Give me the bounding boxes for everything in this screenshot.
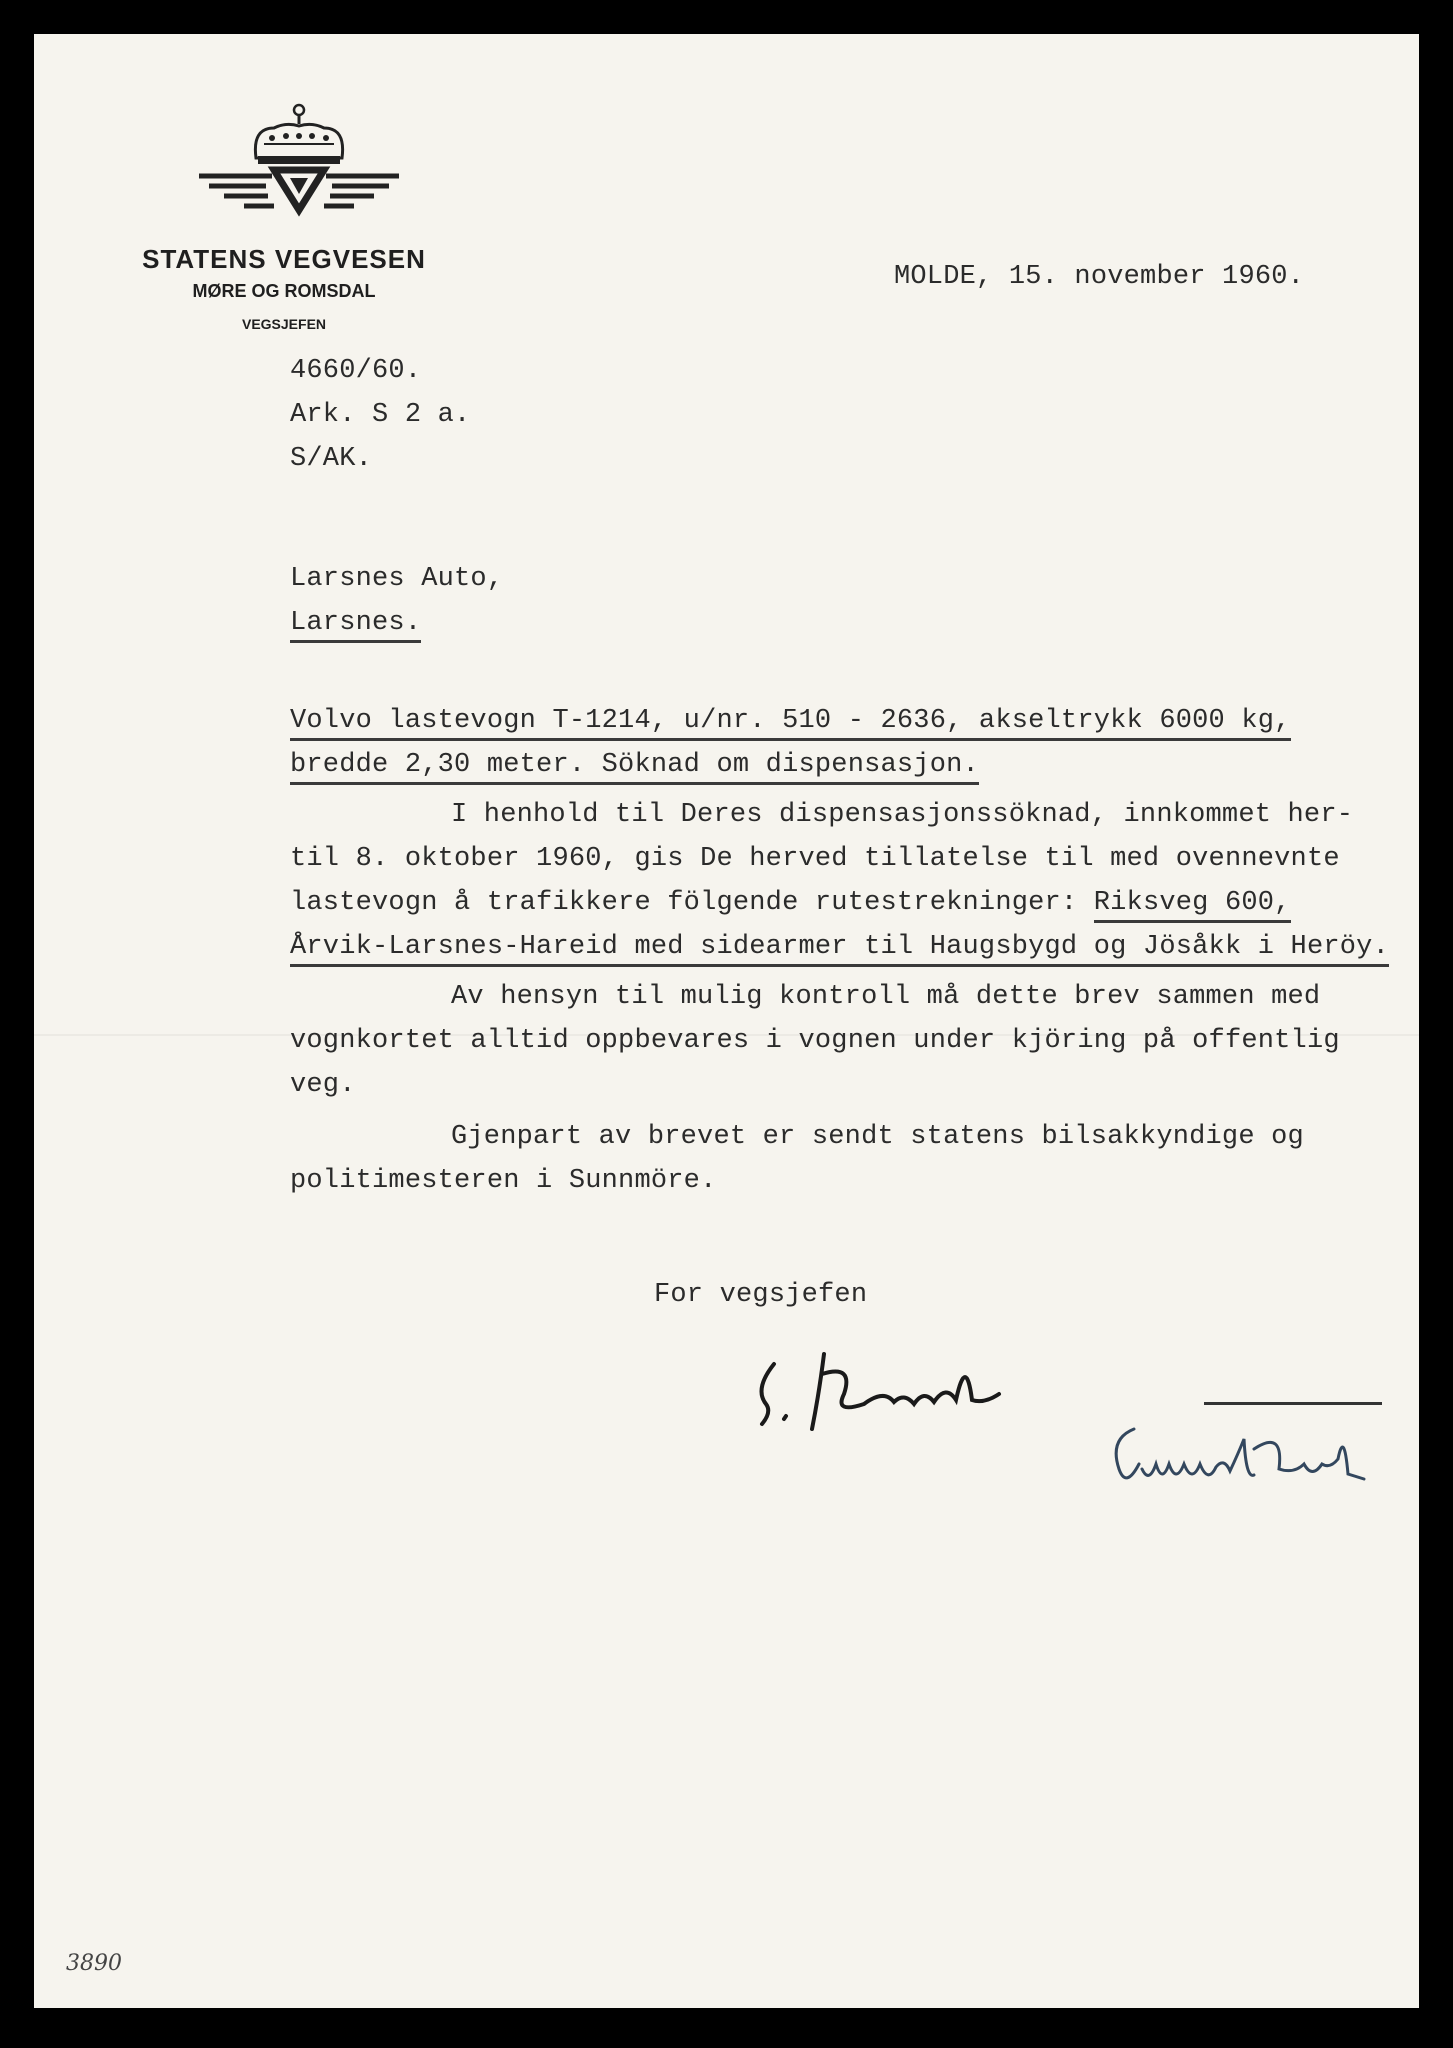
para1-line3-plain: lastevogn å trafikkere fölgende rutestrekninger: [290, 888, 1094, 918]
subject-line-2 [290, 750, 979, 780]
para2-line2: vognkortet alltid oppbevares i vognen under kjöring på offentlig [290, 1026, 1340, 1056]
recipient-name: Larsnes Auto, [290, 564, 504, 594]
archive-code: Ark. S 2 a. [290, 400, 471, 430]
para1-line1: I henhold til Deres dispensasjonssöknad, innkommet her- [451, 800, 1354, 830]
signature-line [1204, 1402, 1382, 1405]
archive-note: 3890 [66, 1951, 122, 1976]
crown-wheel-emblem-icon [194, 96, 404, 226]
reference-number: 4660/60. [290, 356, 422, 386]
para2-line1: Av hensyn til mulig kontroll må dette brev sammen med [451, 982, 1321, 1012]
para1-line3 [290, 888, 1291, 918]
letterhead-org: STATENS VEGVESEN [142, 244, 426, 274]
para1-line4 [290, 932, 1389, 962]
letter-page [34, 34, 1419, 2008]
para1-line2: til 8. oktober 1960, gis De herved tillatelse til med ovennevnte [290, 844, 1340, 874]
para3-line2: politimesteren i Sunnmöre. [290, 1166, 717, 1196]
signature-1 [734, 1334, 1074, 1444]
letterhead-office: VEGSJEFEN [241, 316, 327, 332]
para1-line4-text: Årvik-Larsnes-Hareid med sidearmer til Haugsbygd og Jösåkk i Heröy. [290, 932, 1389, 967]
subject-line-2-text: bredde 2,30 meter. Söknad om dispensasjon. [290, 750, 979, 785]
subject-line-1 [290, 706, 1291, 736]
para1-line3-underlined: Riksveg 600, [1094, 888, 1291, 923]
para2-line3: veg. [290, 1070, 356, 1100]
recipient-town-text: Larsnes. [290, 608, 421, 643]
letterhead-region: MØRE OG ROMSDAL [192, 281, 376, 301]
para3-line1: Gjenpart av brevet er sendt statens bilsakkyndige og [451, 1122, 1304, 1152]
subject-line-1-text: Volvo lastevogn T-1214, u/nr. 510 - 2636, akseltrykk 6000 kg, [290, 706, 1291, 741]
initials: S/AK. [290, 444, 373, 474]
closing: For vegsjefen [654, 1280, 868, 1310]
place-date: MOLDE, 15. november 1960. [894, 262, 1305, 292]
signature-2 [1094, 1409, 1404, 1519]
recipient-town [290, 608, 421, 638]
